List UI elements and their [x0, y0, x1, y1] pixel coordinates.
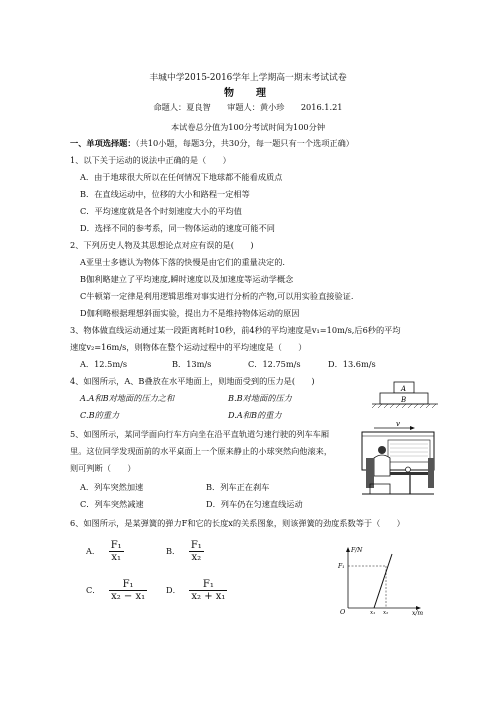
- q6-option-d: [166, 579, 227, 602]
- q6-c-numerator: F₁: [122, 579, 134, 590]
- authors-line: 命题人：夏良智 审题人：黄小珍 2016.1.21: [153, 102, 343, 112]
- q4-figure: [370, 380, 440, 410]
- q6-b-numerator: F₁: [190, 540, 202, 551]
- q5-option-d: D．列车仍在匀速直线运动: [206, 499, 303, 509]
- q6-option-d-label: D．: [166, 585, 181, 595]
- passenger-body: [374, 455, 390, 476]
- f1-label: F₁: [338, 563, 345, 570]
- q4-option-b: B.B对地面的压力: [228, 393, 292, 403]
- q4-option-d: D.A和B的重力: [228, 410, 282, 420]
- q4-option-c: C.B的重力: [80, 410, 120, 420]
- q6-option-c-fraction: [109, 579, 147, 602]
- subject-title: 物 理: [224, 88, 272, 99]
- section-heading: [70, 138, 354, 149]
- q4-option-a: A.A和B对地面的压力之和: [80, 393, 175, 403]
- q5-line1: 5、如图所示，某同学面向行车方向坐在沿平直轨道匀速行驶的列车车厢: [70, 429, 330, 439]
- section-heading-desc: （共10小题，每题3分，共30分，每一题只有一个选项正确）: [135, 138, 354, 148]
- q6-option-d-fraction: [189, 579, 227, 602]
- passenger-head: [378, 446, 386, 454]
- q1-option-c: C．平均速度就是各个时刻速度大小的平均值: [80, 206, 242, 216]
- q6-d-denominator: x₂ + x₁: [191, 591, 226, 602]
- origin-label: O: [340, 608, 346, 616]
- q6-option-a-label: A．: [86, 546, 101, 556]
- q3-option-b: B．13m/s: [172, 359, 212, 369]
- q3-option-d: D．13.6m/s: [328, 359, 376, 369]
- q6-graph: [336, 544, 426, 616]
- y-arrowhead: [346, 547, 350, 552]
- q6-option-b-label: B．: [166, 546, 181, 556]
- spring-line: [374, 554, 392, 608]
- block-a-label: A: [401, 385, 407, 393]
- x1-label: x₁: [370, 610, 376, 616]
- q5-option-b: B．列车正在刹车: [206, 482, 270, 492]
- q1-stem: 1、以下关于运动的说法中正确的是（ ）: [70, 155, 231, 165]
- q6-option-c-label: C．: [86, 585, 101, 595]
- block-b-label: B: [401, 396, 407, 404]
- q2-stem: 2、下列历史人物及其思想论点对应有误的是( ): [70, 240, 254, 250]
- q1-option-b: B．在直线运动中，位移的大小和路程一定相等: [80, 189, 250, 199]
- q2-option-b: B伽利略建立了平均速度,瞬时速度以及加速度等运动学概念: [80, 274, 294, 284]
- q5-option-c: C．列车突然减速: [80, 499, 144, 509]
- window: [388, 440, 430, 462]
- q3-line2: 速度v₂=16m/s，则物体在整个运动过程中的平均速度是（ ）: [70, 342, 307, 352]
- q1-option-a: A．由于地球很大所以在任何情况下地球都不能看成质点: [80, 172, 283, 182]
- q5-line2: 里。这位同学发现面前的水平桌面上一个原来静止的小球突然向他滚来，: [70, 446, 333, 456]
- q6-option-a-fraction: [109, 540, 124, 563]
- q6-option-b-fraction: [189, 540, 204, 563]
- q6-option-c: [86, 579, 147, 602]
- section-heading-title: 一、单项选择题：: [70, 138, 136, 148]
- q3-option-c: C．12.75m/s: [248, 359, 301, 369]
- velocity-arrowhead: [410, 426, 415, 430]
- q2-option-c: C牛顿第一定律是利用逻辑思维对事实进行分析的产物,可以用实验直接验证.: [80, 291, 354, 301]
- opposite-seat: [428, 458, 434, 488]
- exam-notice: 本试卷总分值为100分考试时间为100分钟: [170, 122, 326, 132]
- q6-c-denominator: x₂ − x₁: [111, 591, 146, 602]
- x-axis-label: x/m: [412, 610, 424, 616]
- q1-option-d: D．选择不同的参考系，同一物体运动的速度可能不同: [80, 223, 275, 233]
- q2-option-d: D伽利略根据理想斜面实验，提出力不是维持物体运动的原因: [80, 308, 300, 318]
- q6-b-denominator: x₂: [189, 551, 204, 563]
- q6-a-numerator: F₁: [110, 540, 122, 551]
- exam-title: 丰城中学2015-2016学年上学期高一期末考试试卷: [149, 73, 347, 83]
- q3-option-a: A．12.5m/s: [80, 359, 128, 369]
- q3-line1: 3、物体做直线运动通过某一段距离耗时10秒，前4秒的平均速度是v₁=10m/s,后6秒的平均: [70, 325, 401, 335]
- q6-d-numerator: F₁: [202, 579, 214, 590]
- q6-a-denominator: x₁: [109, 551, 124, 563]
- q6-option-a: [86, 540, 124, 563]
- q2-option-a: A亚里士多德认为物体下落的快慢是由它们的重量决定的.: [80, 257, 286, 267]
- q6-option-b: [166, 540, 204, 563]
- q5-line3: 则可判断（ ）: [70, 463, 136, 473]
- q6-stem: 6、如图所示，是某弹簧的弹力F和它的长度x的关系图象，则该弹簧的劲度系数等于（ ）: [70, 518, 405, 528]
- y-axis-label: F/N: [351, 547, 363, 554]
- table: [390, 472, 430, 475]
- q5-figure: [360, 418, 436, 500]
- velocity-label: v: [396, 420, 400, 428]
- q5-option-a: A．列车突然加速: [80, 482, 144, 492]
- ball: [406, 467, 411, 472]
- q4-stem: 4、如图所示，A、B叠放在水平地面上，则地面受到的压力是( ): [70, 376, 315, 386]
- seat: [366, 458, 374, 488]
- x2-label: x₂: [383, 610, 389, 616]
